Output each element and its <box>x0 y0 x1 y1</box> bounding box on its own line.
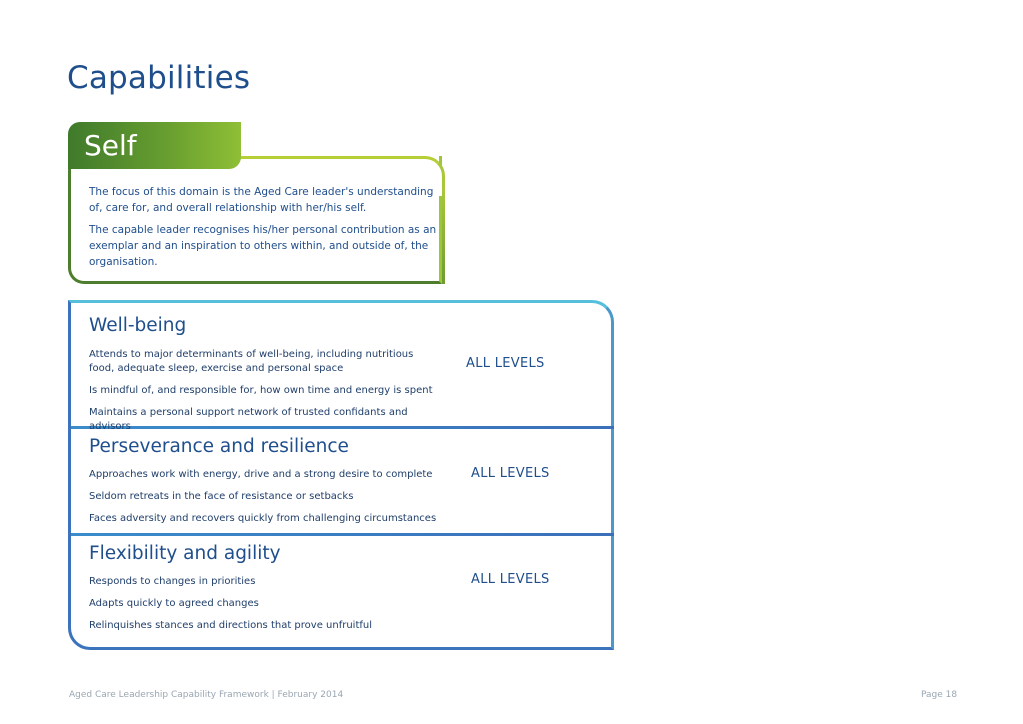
self-description <box>89 184 439 276</box>
capability-item: Maintains a personal support network of trusted confidants and advisors <box>89 407 408 432</box>
capability-item: Approaches work with energy, drive and a strong desire to complete <box>89 469 433 480</box>
section-title-perseverance: Perseverance and resilience <box>89 436 349 457</box>
section-title-flexibility: Flexibility and agility <box>89 543 281 564</box>
level-label: ALL LEVELS <box>471 466 550 481</box>
page-title: Capabilities <box>67 60 251 96</box>
level-label: ALL LEVELS <box>471 572 550 587</box>
self-box-top-border <box>238 156 424 159</box>
footer-page-number: Page 18 <box>921 690 958 700</box>
section-title-well-being: Well-being <box>89 315 187 336</box>
footer-document-info: Aged Care Leadership Capability Framework | February 2014 <box>69 690 344 700</box>
self-tab: Self <box>68 122 241 169</box>
capability-item: Attends to major determinants of well-being, including nutritious food, adequate sleep, exercise and personal space <box>89 349 414 374</box>
self-paragraph: The focus of this domain is the Aged Care leader's understanding of, care for, and overall relationship with her/his self. <box>89 186 434 214</box>
self-paragraph: The capable leader recognises his/her personal contribution as an exemplar and an inspiration to others within, and outside of, the organisation. <box>89 224 437 268</box>
self-box-right-border <box>442 190 445 284</box>
capability-item: Seldom retreats in the face of resistance or setbacks <box>89 491 354 502</box>
level-label: ALL LEVELS <box>466 356 545 371</box>
capability-item: Adapts quickly to agreed changes <box>89 598 259 609</box>
capability-item: Faces adversity and recovers quickly from challenging circumstances <box>89 513 437 524</box>
section-divider <box>71 533 614 536</box>
capability-item: Relinquishes stances and directions that prove unfruitful <box>89 620 373 631</box>
capability-item: Is mindful of, and responsible for, how own time and energy is spent <box>89 385 433 396</box>
capability-item: Responds to changes in priorities <box>89 576 256 587</box>
